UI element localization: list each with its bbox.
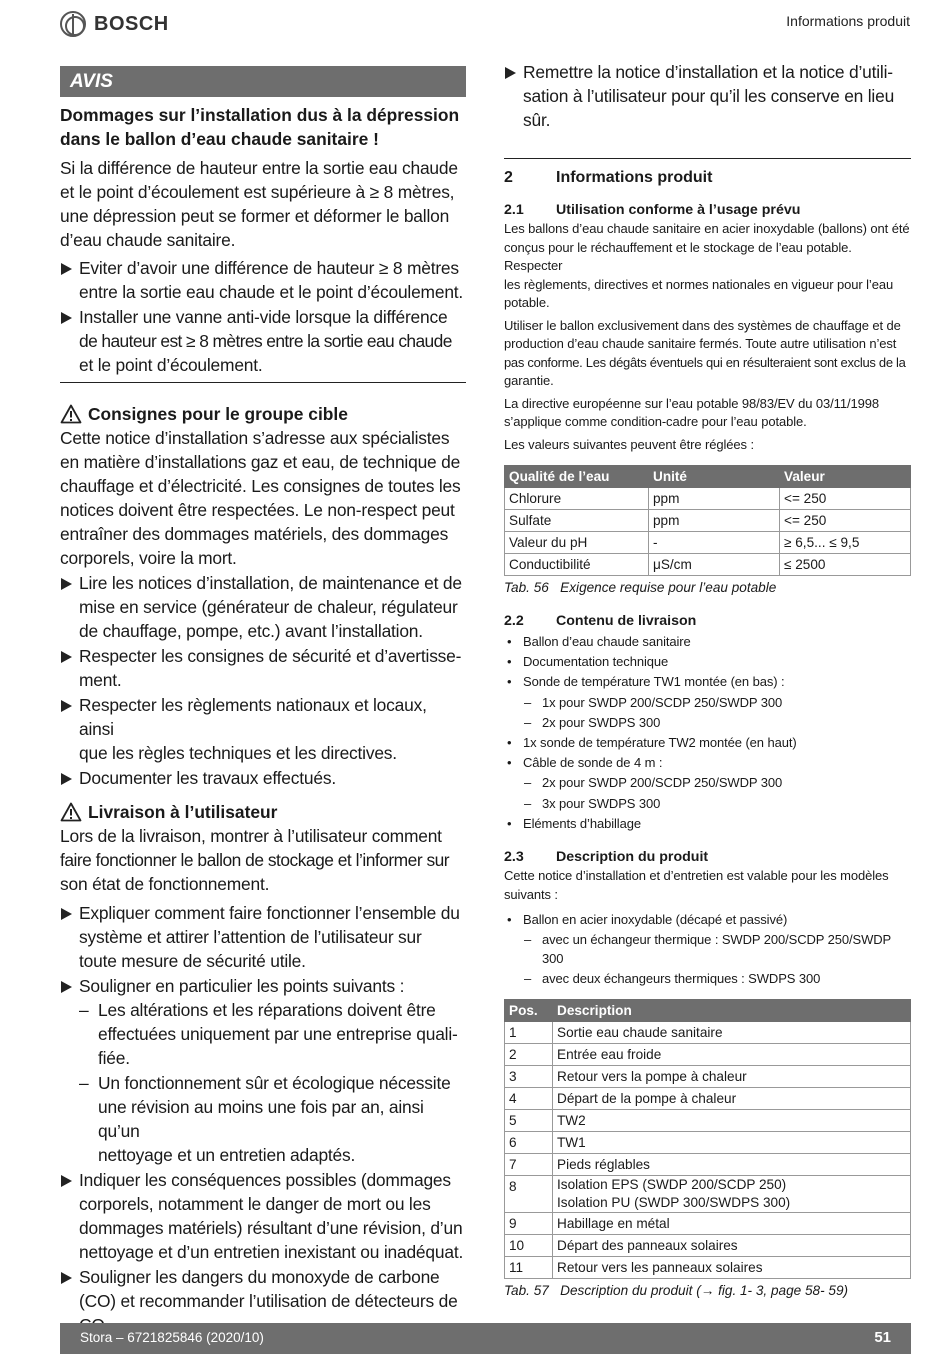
table-row: 10 Départ des panneaux solaires (505, 1235, 911, 1257)
right-column (504, 60, 911, 1301)
list-item: • 1x sonde de température TW2 montée (en haut) (507, 735, 797, 751)
delivery-body: Lors de la livraison, montrer à l’utilisateur comment faire fonctionner le ballon de stockage et l’informer sur son état de fonctionnement. (60, 826, 450, 894)
column-header: Valeur (780, 466, 911, 488)
section-2-2-heading: 2.2 Contenu de livraison (504, 613, 697, 629)
paragraph: Les ballons d’eau chaude sanitaire en acier inoxydable (ballons) ont été conçus pour le réchauffement et le stockage de l’eau potable. Respecter les règlements, directives et normes nationales en vigueur pour l’eau potable. (504, 221, 910, 310)
section-2-3-heading: 2.3 Description du produit (504, 849, 709, 866)
table-header-row (505, 466, 911, 488)
triangle-bullet-icon (61, 1272, 72, 1284)
table-row: 8 Isolation EPS (SWDP 200/SCDP 250) Isolation PU (SWDP 300/SWDPS 300) (505, 1176, 911, 1213)
list-item: – avec un échangeur thermique : SWDP 200/SCDP 250/SWDP 300 (524, 931, 892, 967)
target-bullet: Respecter les règlements nationaux et locaux, ainsi que les règles techniques et les directives. (60, 693, 466, 765)
table-header-row (505, 1000, 911, 1022)
delivery-contents-list (504, 632, 911, 834)
table-row: 7 Pieds réglables (505, 1154, 911, 1176)
paragraph: Cette notice d’installation et d’entretien est valable pour les modèles suivants : (504, 868, 889, 902)
left-column (60, 66, 466, 1337)
table-row: 9 Habillage en métal (505, 1213, 911, 1235)
triangle-bullet-icon (61, 651, 72, 663)
delivery-bullet: Indiquer les conséquences possibles (dommages corporels, notamment le danger de mort ou les dommages matériels) résultant d’une révision, d’un nettoyage et d’un entretien inexistant ou inadéquat. (60, 1168, 466, 1264)
delivery-bullet: Expliquer comment faire fonctionner l’ensemble du système et attirer l’attention de l’utilisateur sur toute mesure de sécurité utile. (60, 901, 466, 973)
table-row: Valeur du pH - ≥ 6,5... ≤ 9,5 (505, 532, 911, 554)
list-item: – avec deux échangeurs thermiques : SWDPS 300 (524, 970, 821, 986)
page-number: 51 (874, 1329, 891, 1346)
paragraph: Utiliser le ballon exclusivement dans des systèmes de chauffage et de production d’eau chaude sanitaire fermés. Toute autre utilisation n’est pas conforme. Les dégâts éventuels qui en résulteraient sont exclus de la garantie. (504, 317, 906, 388)
product-description-table (504, 999, 911, 1279)
divider (60, 382, 466, 383)
table-row: Conductibilité μS/cm ≤ 2500 (505, 554, 911, 576)
footer-bar (60, 1323, 911, 1354)
bosch-logo (60, 10, 169, 38)
water-quality-table (504, 465, 911, 576)
target-group-heading: Consignes pour le groupe cible (60, 402, 466, 426)
table-caption: Tab. 57 Description du produit (→ fig. 1- 3, page 58- 59) (504, 1283, 849, 1299)
warning-icon (60, 802, 82, 822)
table-row: 11 Retour vers les panneaux solaires (505, 1257, 911, 1279)
paragraph: Les valeurs suivantes peuvent être réglées : (504, 436, 754, 452)
delivery-dash-item: – Les altérations et les réparations doivent être effectuées uniquement par une entreprise quali- fiée. (79, 1000, 458, 1068)
section-2-heading: 2 Informations produit (504, 169, 713, 186)
list-item: – 2x pour SWDPS 300 (524, 714, 661, 730)
table-caption: Tab. 56 Exigence requise pour l’eau potable (504, 580, 777, 595)
list-item: • Sonde de température TW1 montée (en bas) : (507, 674, 785, 690)
handover-bullet: Remettre la notice d’installation et la notice d’utili- sation à l’utilisateur pour qu’il les conserve en lieu sûr. (504, 60, 911, 132)
target-bullet: Respecter les consignes de sécurité et d’avertisse- ment. (60, 644, 466, 692)
triangle-bullet-icon (61, 908, 72, 920)
triangle-bullet-icon (61, 263, 72, 275)
table-row: Chlorure ppm <= 250 (505, 488, 911, 510)
triangle-bullet-icon (61, 312, 72, 324)
brand-name: BOSCH (94, 12, 169, 35)
delivery-heading: Livraison à l’utilisateur (60, 800, 466, 824)
target-group-body: Cette notice d’installation s’adresse aux spécialistes en matière d’installations gaz et eau, de technique de chauffage et d’électricité. Les consignes de toutes les notices doivent être respectées. Le non-respect peut entraîner des dommages matériels, des dommages corporels, voire la mort. (60, 428, 461, 568)
triangle-bullet-icon (505, 67, 516, 79)
triangle-bullet-icon (61, 773, 72, 785)
list-item: – 2x pour SWDP 200/SCDP 250/SWDP 300 (524, 775, 783, 791)
list-item: • Ballon en acier inoxydable (décapé et passivé) (507, 912, 788, 928)
table-row: 6 TW1 (505, 1132, 911, 1154)
table-row: 4 Départ de la pompe à chaleur (505, 1088, 911, 1110)
section-divider (504, 158, 911, 159)
notice-title: Dommages sur l’installation dus à la dépression dans le ballon d’eau chaude sanitaire ! (60, 105, 460, 149)
target-bullet: Documenter les travaux effectués. (60, 766, 466, 790)
list-item: • Documentation technique (507, 654, 669, 670)
list-item: – 1x pour SWDP 200/SCDP 250/SWDP 300 (524, 694, 783, 710)
triangle-bullet-icon (61, 578, 72, 590)
header-section-title: Informations produit (786, 13, 910, 29)
notice-bullet: Eviter d’avoir une différence de hauteur ≥ 8 mètres entre la sortie eau chaude et le point d’écoulement. (60, 256, 466, 304)
triangle-bullet-icon (61, 700, 72, 712)
column-header: Pos. (505, 1000, 553, 1022)
delivery-bullet: Souligner les dangers du monoxyde de carbone (CO) et recommander l’utilisation de détecteurs de (60, 1265, 466, 1337)
list-item: • Câble de sonde de 4 m : (507, 755, 663, 771)
column-header: Qualité de l’eau (505, 466, 649, 488)
triangle-bullet-icon (61, 1175, 72, 1187)
delivery-bullet: Souligner en particulier les points suivants : (60, 974, 466, 998)
list-item: • Eléments d’habillage (507, 815, 641, 831)
target-bullet: Lire les notices d’installation, de maintenance et de mise en service (générateur de chaleur, régulateur de chauffage, pompe, etc.) avant l’installation. (60, 571, 466, 643)
delivery-dash-item: – Un fonctionnement sûr et écologique nécessite une révision au moins une fois par an, ainsi qu’un nettoyage et un entretien adaptés. (79, 1073, 451, 1165)
document-reference: Stora – 6721825846 (2020/10) (80, 1330, 264, 1345)
notice-bullet: Installer une vanne anti-vide lorsque la différence de hauteur est ≥ 8 mètres entre la sortie eau chaude et le point d’écoulement. (60, 305, 466, 377)
notice-body: Si la différence de hauteur entre la sortie eau chaude et le point d’écoulement est supérieure à ≥ 8 mètres, une dépression peut se former et déformer le ballon d’eau chaude sanitaire. (60, 158, 458, 250)
table-row: 1 Sortie eau chaude sanitaire (505, 1022, 911, 1044)
list-item: • Ballon d’eau chaude sanitaire (507, 634, 691, 649)
bosch-armature-icon (60, 11, 86, 37)
notice-label: AVIS (60, 66, 466, 97)
list-item: – 3x pour SWDPS 300 (524, 795, 661, 811)
paragraph: La directive européenne sur l’eau potable 98/83/EV du 03/11/1998 s’applique comme condition-cadre pour l’eau potable. (504, 395, 879, 429)
table-row: Sulfate ppm <= 250 (505, 510, 911, 532)
warning-icon (60, 404, 82, 424)
triangle-bullet-icon (61, 981, 72, 993)
table-row: 5 TW2 (505, 1110, 911, 1132)
section-2-1-heading: 2.1 Utilisation conforme à l’usage prévu (504, 202, 801, 218)
table-row: 3 Retour vers la pompe à chaleur (505, 1066, 911, 1088)
table-row: 2 Entrée eau froide (505, 1044, 911, 1066)
column-header: Unité (649, 466, 780, 488)
column-header: Description (553, 1000, 911, 1022)
